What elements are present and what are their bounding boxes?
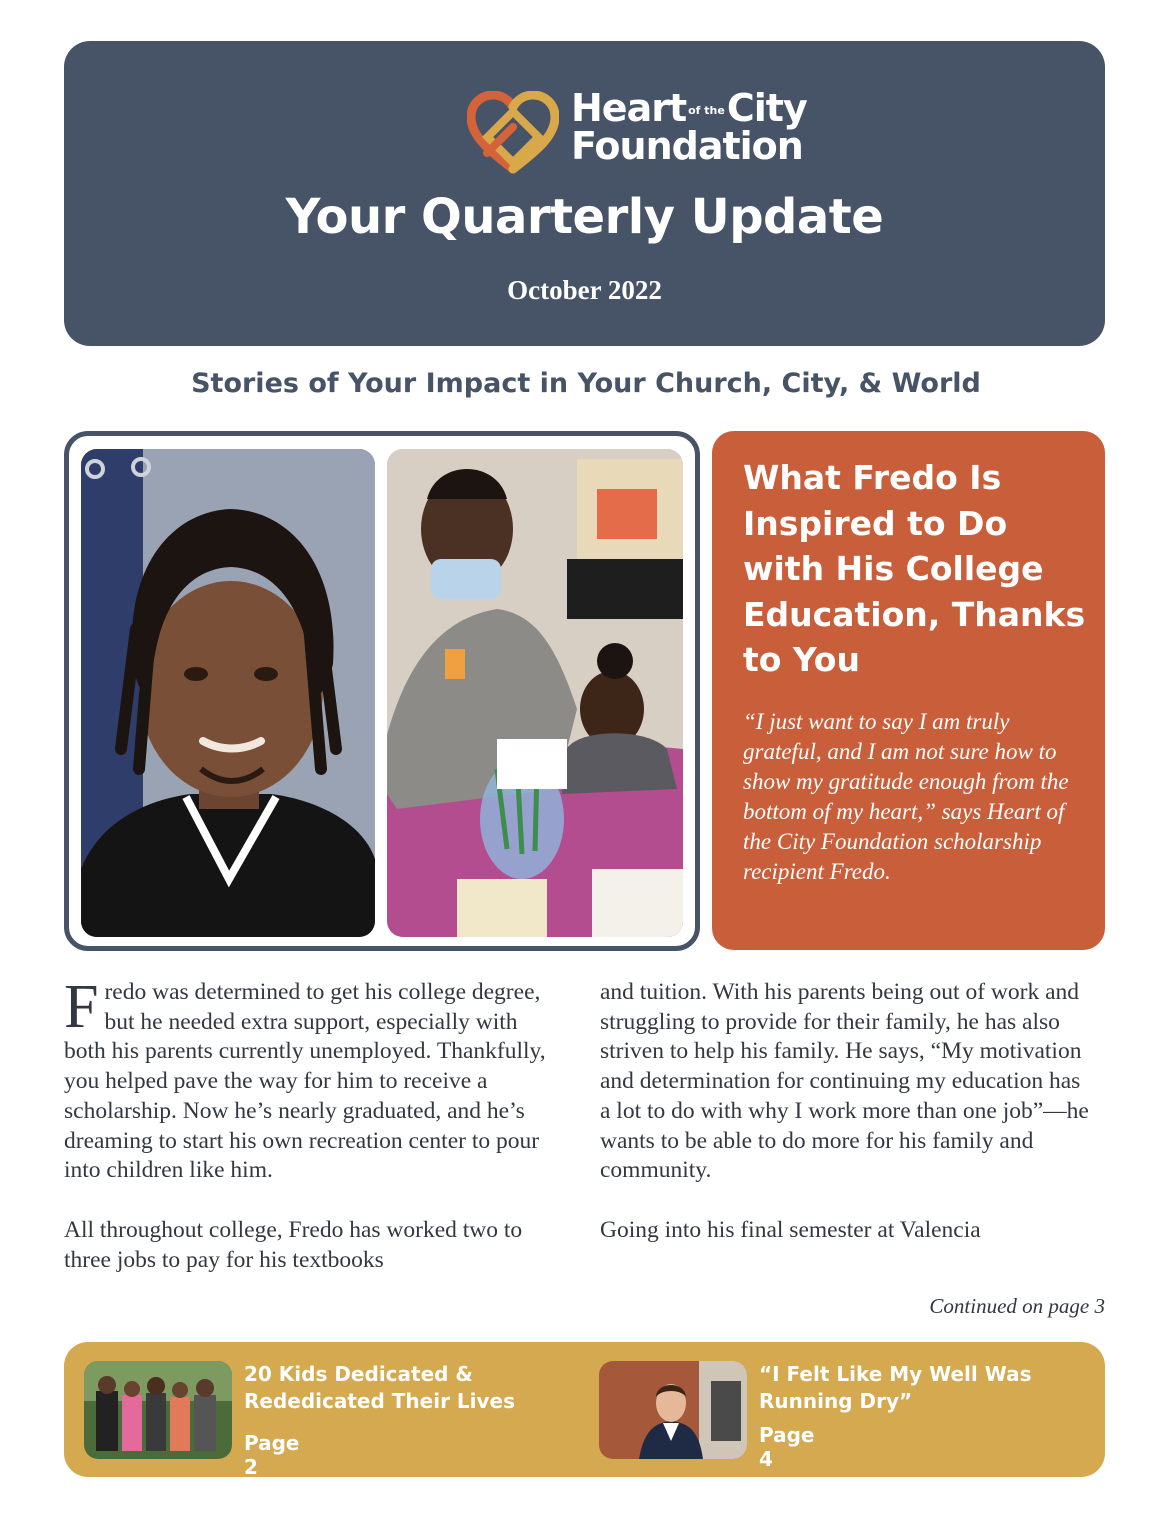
article-column-1 xyxy=(64,973,554,1305)
feature-callout xyxy=(712,431,1105,950)
teaser-thumbnail xyxy=(84,1361,232,1459)
teaser-thumbnail xyxy=(599,1361,747,1459)
footer-teasers xyxy=(64,1342,1105,1477)
article-paragraph: All throughout college, Fredo has worked two to three jobs to pay for his textbooks xyxy=(64,1216,523,1273)
page-title: Your Quarterly Update xyxy=(285,189,884,245)
teaser-title: “I Felt Like My Well Was Running Dry” xyxy=(759,1362,1032,1413)
teaser-page: Page 2 xyxy=(244,1431,300,1479)
section-tagline: Stories of Your Impact in Your Church, City, & World xyxy=(191,368,981,399)
feature-quote: “I just want to say I am truly grateful, and I am not sure how to show my gratitude enough from the bottom of my heart,” says Heart of the City Foundation scholarship recipient Fredo. xyxy=(743,709,1069,884)
logo-wordmark: Heart of theCity Foundation xyxy=(571,86,807,168)
continued-note[interactable]: Continued on page 3 xyxy=(929,1294,1105,1318)
teaser-title: 20 Kids Dedicated & Rededicated Their Lives xyxy=(244,1362,516,1413)
tutoring-photo xyxy=(387,449,683,937)
feature-heading: What Fredo Is Inspired to Do with His College Education, Thanks to You xyxy=(743,458,1086,679)
drop-cap: F xyxy=(64,973,99,1041)
header-banner xyxy=(64,41,1105,346)
article-paragraph: Fredo was determined to get his college degree, but he needed extra support, especially with both his parents currently unemployed. Thankfully, you helped pave the way for him to receive a scholarship. Now he’s nearly graduated, and he’s dreaming to start his own recreation center to pour into children like him. xyxy=(64,973,546,1184)
photo-collage xyxy=(64,431,700,951)
portrait-photo xyxy=(81,449,375,937)
teaser-page: Page 4 xyxy=(759,1423,815,1471)
article-column-2 xyxy=(600,978,1090,1276)
heart-logo-icon xyxy=(467,91,559,177)
issue-date: October 2022 xyxy=(507,275,662,305)
logo[interactable] xyxy=(467,86,837,177)
article-paragraph: Going into his final semester at Valencia xyxy=(600,1216,981,1243)
article-paragraph: and tuition. With his parents being out of work and struggling to provide for their family, he has also striven to help his family. He says, “My motivation and determination for continuing my education has a lot to do with why I work more than one job”—he wants to be able to do more for his family and community. xyxy=(600,979,1089,1184)
